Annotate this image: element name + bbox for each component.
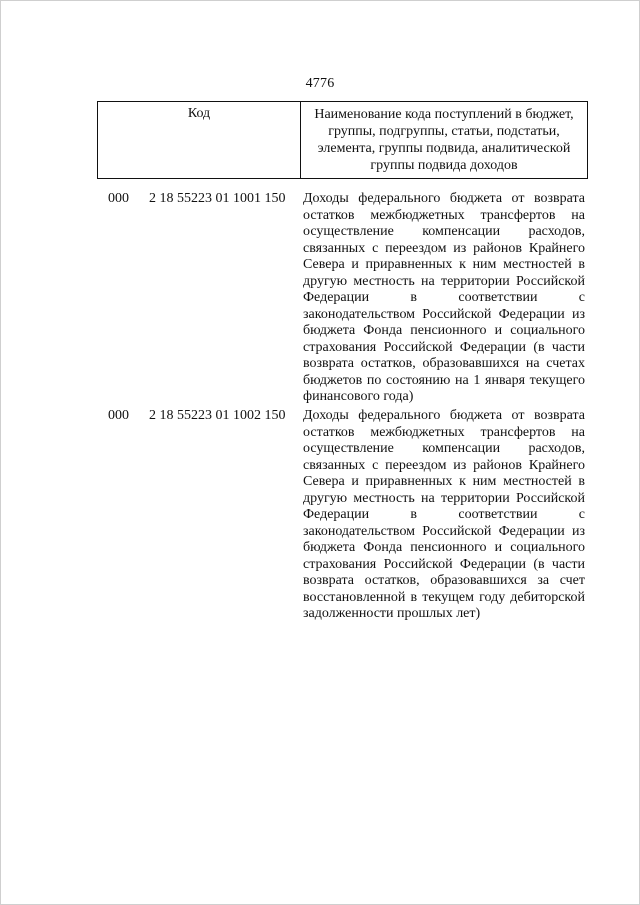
name-column-header: Наименование кода поступлений в бюджет, группы, подгруппы, статьи, подстатьи, элемента, группы подвида, аналитической группы подвида доходов [301,102,588,179]
table-header [97,101,588,179]
income-description: Доходы федерального бюджета от возврата остатков межбюджетных трансфертов на осуществление компенсации расходов, связанных с переездом из районов Крайнего Севера и приравненных к ним местностей в другую местность на территории Российской Федерации в соответствии с законодательством Российской Федерации из бюджета Фонда пенсионного и социального страхования Российской Федерации (в части возврата остатков, образовавшихся за счет восстановленной в текущем году дебиторской задолженности прошлых лет) [303,408,585,621]
budget-code: 2 18 55223 01 1001 150 [149,191,286,206]
code-column-header: Код [98,102,301,179]
budget-code: 2 18 55223 01 1002 150 [149,408,286,423]
admin-code: 000 [108,408,129,423]
income-description: Доходы федерального бюджета от возврата остатков межбюджетных трансфертов на осуществление компенсации расходов, связанных с переездом из районов Крайнего Севера и приравненных к ним местностей в другую местность на территории Российской Федерации в соответствии с законодательством Российской Федерации из бюджета Фонда пенсионного и социального страхования Российской Федерации (в части возврата остатков, образовавшихся на счетах бюджетов по состоянию на 1 января текущего финансового года) [303,191,585,404]
page-number: 4776 [305,76,335,91]
admin-code: 000 [108,191,129,206]
